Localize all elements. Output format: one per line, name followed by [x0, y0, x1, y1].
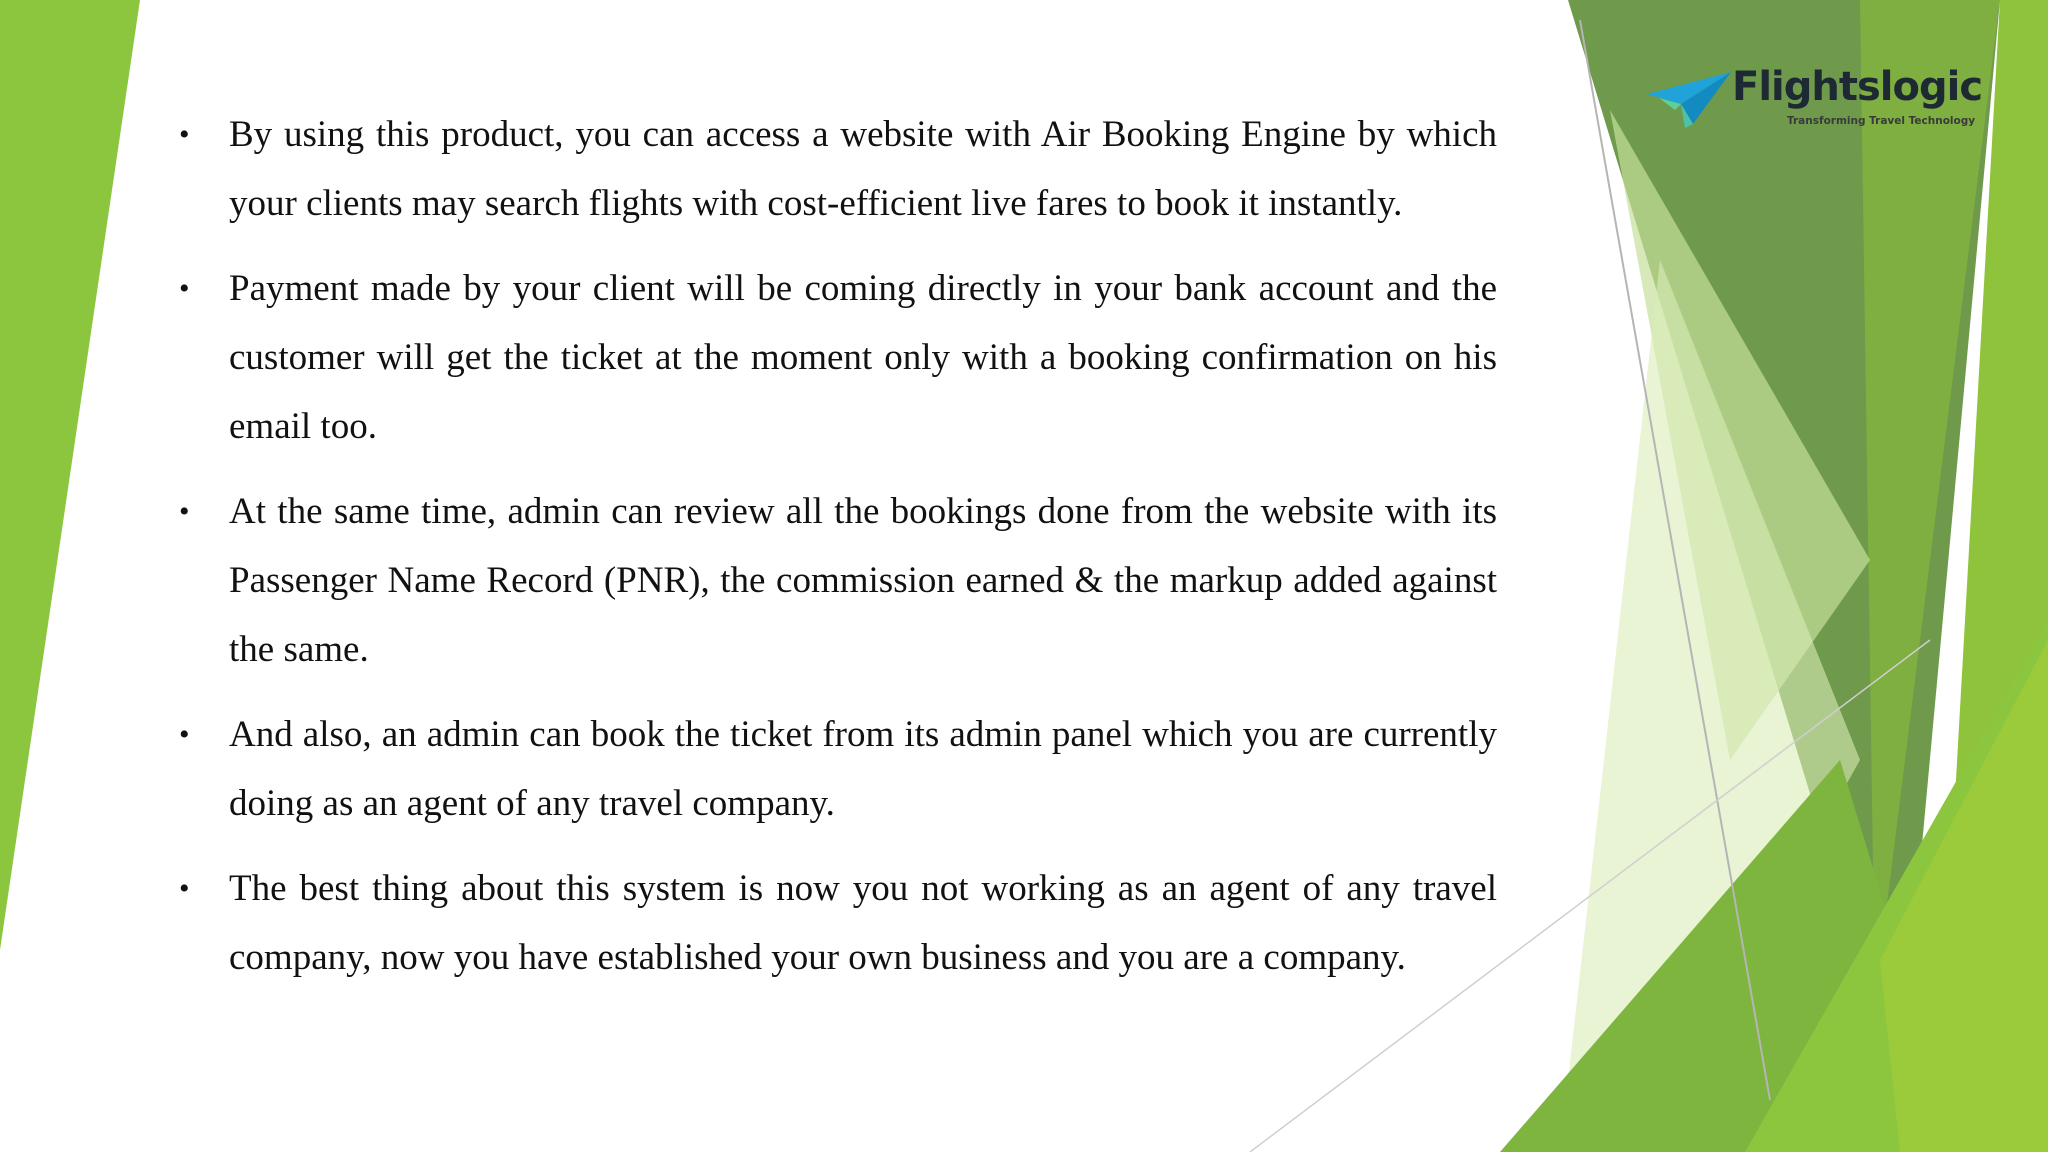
bullet-list	[175, 100, 1497, 992]
bullet-marker: •	[179, 272, 190, 305]
bullet-marker: •	[179, 872, 190, 905]
bullet-item	[175, 254, 1497, 461]
bullet-item	[175, 854, 1497, 992]
brand-name: Flightslogic	[1732, 64, 1983, 110]
bullet-marker: •	[179, 495, 190, 528]
slide-content	[175, 100, 1497, 1008]
bullet-text: At the same time, admin can review all the bookings done from the website with its Passenger Name Record (PNR), the commission earned & the markup added against the same.	[229, 491, 1497, 670]
bullet-marker: •	[179, 118, 190, 151]
bullet-item	[175, 100, 1497, 238]
left-green-wedge	[0, 0, 140, 950]
bullet-text: The best thing about this system is now you not working as an agent of any travel company, now you have established your own business and you are a company.	[229, 868, 1497, 978]
bullet-text: Payment made by your client will be coming directly in your bank account and the customer will get the ticket at the moment only with a booking confirmation on his email too.	[229, 268, 1497, 447]
bullet-text: By using this product, you can access a website with Air Booking Engine by which your clients may search flights with cost-efficient live fares to book it instantly.	[229, 114, 1497, 224]
paper-plane-icon	[1645, 70, 1735, 130]
bullet-marker: •	[179, 718, 190, 751]
brand-logo[interactable]	[1645, 62, 1983, 134]
brand-tagline: Transforming Travel Technology	[1787, 115, 1976, 127]
bullet-text: And also, an admin can book the ticket from its admin panel which you are currently doing as an agent of any travel company.	[229, 714, 1497, 824]
bullet-item	[175, 700, 1497, 838]
bullet-item	[175, 477, 1497, 684]
